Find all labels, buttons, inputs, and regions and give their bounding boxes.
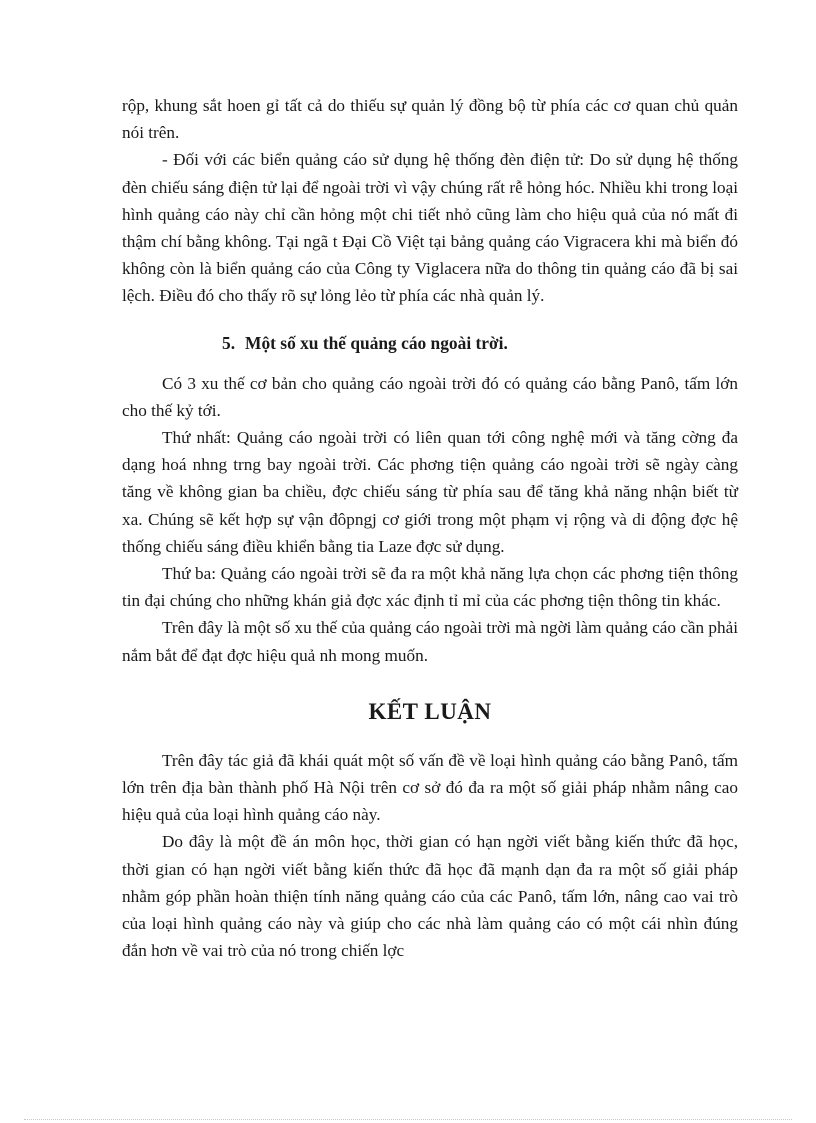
body-paragraph: Trên đây tác giả đã khái quát một số vấn đề về loại hình quảng cáo bằng Panô, tấm lớn trên địa bàn thành phố Hà Nội trên cơ sở đó đa ra một số giải pháp nhằm nâng cao hiệu quả của loại hình quảng cáo này. (122, 750, 738, 825)
conclusion-title: KẾT LUẬN (368, 698, 492, 724)
body-paragraph: Có 3 xu thế cơ bản cho quảng cáo ngoài trời đó có quảng cáo bằng Panô, tấm lớn cho thế kỷ tới. (122, 373, 738, 420)
section-title: Một số xu thế quảng cáo ngoài trời. (245, 332, 508, 353)
body-paragraph: Thứ nhất: Quảng cáo ngoài trời có liên quan tới công nghệ mới và tăng cờng đa dạng hoá nhng trng bay ngoài trời. Các phơng tiện quảng cáo ngoài trời sẽ ngày càng tăng về không gian ba chiều, đợc chiếu sáng từ phía sau để tăng khả năng nhận biết từ xa. Chúng sẽ kết hợp sự vận đôpngj cơ giới trong một phạm vị rộng và di động đợc hệ thống chiếu sáng điều khiển bằng tia Laze đợc sử dụng. (122, 428, 738, 556)
page-bottom-rule (24, 1119, 792, 1120)
body-paragraph: Trên đây là một số xu thế của quảng cáo ngoài trời mà ngời làm quảng cáo cần phải nắm bắt để đạt đợc hiệu quả nh mong muốn. (122, 618, 738, 665)
body-paragraph: - Đối với các biển quảng cáo sử dụng hệ thống đèn điện tử: Do sử dụng hệ thống đèn chiếu sáng điện tử lại để ngoài trời vì vậy chúng rất rễ hỏng hóc. Nhiều khi trong loại hình quảng cáo này chỉ cần hỏng một chi tiết nhỏ cũng làm cho hiệu quả của nó mất đi thậm chí bằng không. Tại ngã t Đại Cồ Việt tại bảng quảng cáo Vigracera khi mà biển đó không còn là biển quảng cáo của Công ty Viglacera nữa do thông tin quảng cáo đã bị sai lệch. Điều đó cho thấy rõ sự lỏng lẻo từ phía các nhà quản lý. (122, 150, 738, 306)
page-content (122, 92, 738, 964)
body-paragraph: rộp, khung sắt hoen gỉ tất cả do thiếu sự quản lý đồng bộ từ phía các cơ quan chủ quản nói trên. (122, 96, 738, 143)
body-paragraph: Do đây là một đề án môn học, thời gian có hạn ngời viết bằng kiến thức đã học, thời gian có hạn ngời viết bằng kiến thức đã học đã mạnh dạn đa ra một số giải pháp nhằm góp phần hoàn thiện tính năng quảng cáo của các Panô, tấm lớn, nâng cao vai trò của loại hình quảng cáo này và giúp cho các nhà làm quảng cáo có một cái nhìn đúng đắn hơn về vai trò của nó trong chiến lợc (122, 832, 738, 961)
section-heading (122, 330, 738, 357)
body-paragraph: Thứ ba: Quảng cáo ngoài trời sẽ đa ra một khả năng lựa chọn các phơng tiện thông tin đại chúng cho những khán giả đợc xác định tỉ mỉ của các phơng tiện thông tin khác. (122, 564, 738, 611)
section-number: 5. (222, 332, 236, 353)
